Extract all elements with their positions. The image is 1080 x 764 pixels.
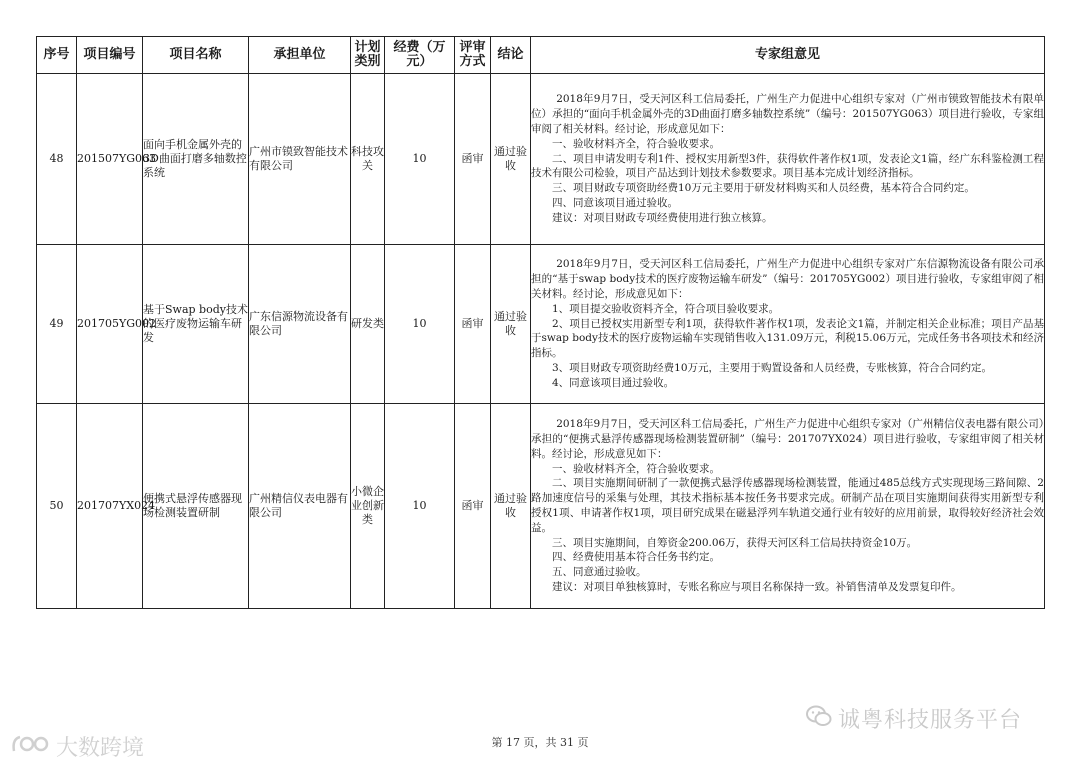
cell-code: 201707YX024 — [77, 404, 143, 609]
table-row — [37, 74, 1045, 245]
cell-review: 函审 — [455, 245, 491, 404]
header-review: 评审方式 — [455, 37, 491, 74]
cell-funding: 10 — [385, 245, 455, 404]
cell-unit: 广州市镆致智能技术有限公司 — [249, 74, 351, 245]
cell-funding: 10 — [385, 74, 455, 245]
watermark-left-text: 大数跨境 — [56, 736, 145, 761]
opinion-paragraph: 二、项目申请发明专利1件、授权实用新型3件，获得软件著作权1项，发表论文1篇，经广东科鉴检测工程技术有限公司检验，项目产品达到计划技术参数要求。项目基本完成计划经济指标。 — [531, 152, 1044, 180]
watermark-right — [806, 703, 1022, 734]
cell-seq: 48 — [37, 74, 77, 245]
opinion-paragraph: 4、同意该项目通过验收。 — [552, 376, 675, 389]
cell-conclusion: 通过验收 — [491, 245, 531, 404]
cell-review: 函审 — [455, 74, 491, 245]
cell-category: 小微企业创新类 — [351, 404, 385, 609]
header-category: 计划类别 — [351, 37, 385, 74]
opinion-paragraph: 二、项目实施期间研制了一款便携式悬浮传感器现场检测装置，能通过485总线方式实现现场三路间隙、2路加速度信号的采集与处理，其技术指标基本按任务书要求完成。研制产品在项目实施期间获得实用新型专利授权1项、申请著作权1项，项目研究成果在磁悬浮列车轨道交通行业有较好的应用前景，取得较好经济社会效益。 — [531, 477, 1044, 534]
cell-conclusion: 通过验收 — [491, 404, 531, 609]
header-conclusion: 结论 — [491, 37, 531, 74]
opinion-paragraph: 1、项目提交验收资料齐全，符合项目验收要求。 — [552, 302, 780, 315]
cell-name: 面向手机金属外壳的3D曲面打磨多轴数控系统 — [143, 74, 249, 245]
opinion-paragraph: 2018年9月7日，受天河区科工信局委托，广州生产力促进中心组织专家对（广州市镆致智能技术有限单位）承担的“面向手机金属外壳的3D曲面打磨多轴数控系统”（编号：201507YG063）项目进行验收，专家组审阅了相关材料。经讨论，形成意见如下： — [531, 93, 1044, 135]
cell-category: 研发类 — [351, 245, 385, 404]
cell-seq: 50 — [37, 404, 77, 609]
opinion-paragraph: 四、同意该项目通过验收。 — [552, 196, 678, 209]
header-unit: 承担单位 — [249, 37, 351, 74]
cell-conclusion: 通过验收 — [491, 74, 531, 245]
table-header-row — [37, 37, 1045, 74]
cell-unit: 广东信源物流设备有限公司 — [249, 245, 351, 404]
opinion-paragraph: 2018年9月7日，受天河区科工信局委托，广州生产力促进中心组织专家对（广州精信仪表电器有限公司）承担的“便携式悬浮传感器现场检测装置研制”（编号：201707YX024）项目进行验收，专家组审阅了相关材料。经讨论，形成意见如下： — [531, 418, 1044, 460]
table-row — [37, 245, 1045, 404]
cell-unit: 广州精信仪表电器有限公司 — [249, 404, 351, 609]
opinion-paragraph: 3、项目财政专项资助经费10万元，主要用于购置设备和人员经费，专账核算，符合合同约定。 — [552, 361, 993, 374]
page-number: 第 17 页，共 31 页 — [491, 736, 589, 749]
header-seq: 序号 — [37, 37, 77, 74]
cell-code: 201507YG063 — [77, 74, 143, 245]
cell-funding: 10 — [385, 404, 455, 609]
cell-opinion — [531, 245, 1045, 404]
header-funding: 经费（万元） — [385, 37, 455, 74]
opinion-paragraph: 建议：对项目财政专项经费使用进行独立核算。 — [552, 211, 773, 224]
cell-opinion — [531, 404, 1045, 609]
cell-opinion — [531, 74, 1045, 245]
opinion-paragraph: 2、项目已授权实用新型专利1项，获得软件著作权1项，发表论文1篇，并制定相关企业标准；项目产品基于swap body技术的医疗废物运输车实现销售收入131.09万元，利税15.06万元，完成任务书各项技术和经济指标。 — [531, 317, 1044, 360]
table-row — [37, 404, 1045, 609]
acceptance-table — [36, 36, 1045, 609]
watermark-right-text: 诚粤科技服务平台 — [838, 708, 1023, 733]
cell-name: 基于Swap body技术的医疗废物运输车研发 — [143, 245, 249, 404]
opinion-paragraph: 2018年9月7日，受天河区科工信局委托，广州生产力促进中心组织专家对广东信源物流设备有限公司承担的“基于swap body技术的医疗废物运输车研发”（编号：201705YG002）项目进行验收，专家组审阅了相关材料。经讨论，形成意见如下： — [531, 258, 1044, 300]
opinion-paragraph: 四、经费使用基本符合任务书约定。 — [552, 551, 720, 564]
opinion-paragraph: 三、项目财政专项资助经费10万元主要用于研发材料购买和人员经费，基本符合合同约定。 — [552, 182, 975, 195]
header-name: 项目名称 — [143, 37, 249, 74]
opinion-paragraph: 建议：对项目单独核算时，专账名称应与项目名称保持一致。补销售清单及发票复印件。 — [552, 580, 962, 593]
opinion-paragraph: 五、同意通过验收。 — [552, 566, 647, 579]
cell-name: 便携式悬浮传感器现场检测装置研制 — [143, 404, 249, 609]
opinion-paragraph: 一、验收材料齐全，符合验收要求。 — [552, 137, 720, 150]
opinion-paragraph: 一、验收材料齐全，符合验收要求。 — [552, 462, 720, 475]
cell-code: 201705YG002 — [77, 245, 143, 404]
cell-review: 函审 — [455, 404, 491, 609]
cell-seq: 49 — [37, 245, 77, 404]
header-opinion: 专家组意见 — [531, 37, 1045, 74]
header-code: 项目编号 — [77, 37, 143, 74]
cell-category: 科技攻关 — [351, 74, 385, 245]
opinion-paragraph: 三、项目实施期间，自筹资金200.06万，获得天河区科工信局扶持资金10万。 — [552, 536, 918, 549]
wechat-icon — [806, 705, 832, 733]
